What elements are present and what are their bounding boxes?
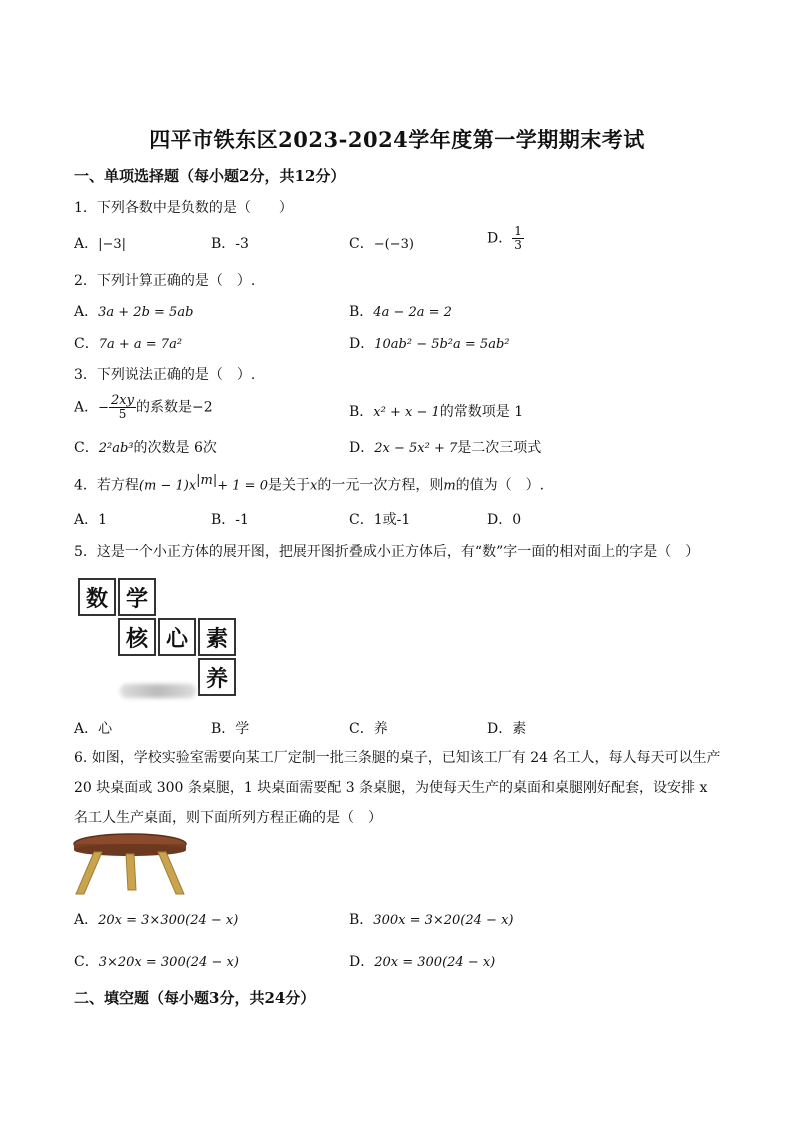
three-leg-table-figure xyxy=(72,832,188,898)
q4-option-a[interactable]: A．1 xyxy=(74,512,108,528)
cube-face-he: 核 xyxy=(118,618,156,656)
q5-option-d[interactable]: D．素 xyxy=(487,721,527,737)
table-leg-right xyxy=(158,852,184,894)
q4-option-c[interactable]: C．1或-1 xyxy=(349,512,411,528)
question-5: 5．这是一个小正方体的展开图，把展开图折叠成小正方体后，有“数”字一面的相对面上的字是（ ） xyxy=(74,544,700,560)
q6-option-d[interactable]: D．20x = 300(24 − x) xyxy=(349,954,496,970)
q3-option-d[interactable]: D．2x − 5x² + 7是二次三项式 xyxy=(349,440,542,456)
blurred-watermark xyxy=(120,684,196,698)
q1-option-b[interactable]: B．-3 xyxy=(211,236,249,252)
exam-title: 四平市铁东区2023-2024学年度第一学期期末考试 xyxy=(149,127,645,152)
q5-option-b[interactable]: B．学 xyxy=(211,721,250,737)
q6-option-c[interactable]: C．3×20x = 300(24 − x) xyxy=(74,954,239,970)
question-1: 1．下列各数中是负数的是（ ） xyxy=(74,200,293,216)
q3-option-b[interactable]: B．x² + x − 1的常数项是 1 xyxy=(349,404,524,420)
q5-option-a[interactable]: A．心 xyxy=(74,721,113,737)
question-6: 6. 如图，学校实验室需要向某工厂定制一批三条腿的桌子，已知该工厂有 24 名工人，每人每天可以生产 20 块桌面或 300 条桌腿，1 块桌面需要配 3 条桌腿，为使每天生产的桌面和桌腿刚好配套，设安排 x 名工人生产桌面，则下面所列方程正确的是（ ） xyxy=(74,750,721,826)
q2-option-a[interactable]: A．3a + 2b = 5ab xyxy=(74,304,194,320)
q6-option-a[interactable]: A．20x = 3×300(24 − x) xyxy=(74,912,239,928)
q1-option-a[interactable]: A．|−3| xyxy=(74,236,127,252)
cube-face-yang: 养 xyxy=(198,658,236,696)
q4-option-b[interactable]: B．-1 xyxy=(211,512,249,528)
q5-option-c[interactable]: C．养 xyxy=(349,721,388,737)
section-2-heading: 二、填空题（每小题3分，共24分） xyxy=(74,989,316,1007)
cube-face-shu: 数 xyxy=(78,578,116,616)
cube-face-xue: 学 xyxy=(118,578,156,616)
q2-option-b[interactable]: B．4a − 2a = 2 xyxy=(349,304,452,320)
cube-face-su: 素 xyxy=(198,618,236,656)
q2-option-d[interactable]: D．10ab² − 5b²a = 5ab² xyxy=(349,336,510,352)
cube-face-xin: 心 xyxy=(158,618,196,656)
section-1-heading: 一、单项选择题（每小题2分，共12分） xyxy=(74,167,346,185)
q4-option-d[interactable]: D．0 xyxy=(487,512,522,528)
question-2: 2．下列计算正确的是（ ）. xyxy=(74,273,256,289)
q3-option-c[interactable]: C．2²ab³的次数是 6次 xyxy=(74,440,217,456)
table-leg-middle xyxy=(126,854,136,890)
q6-option-b[interactable]: B．300x = 3×20(24 − x) xyxy=(349,912,514,928)
q1-option-d[interactable]: D． $\frac{1}{3}$ xyxy=(487,224,522,252)
question-4: 4．若方程$(m - 1)x^{|m|}+ 1 = 0$是关于x的一元一次方程，则m的值为（ ）. xyxy=(74,473,545,494)
q2-option-c[interactable]: C．7a + a = 7a² xyxy=(74,336,183,352)
table-leg-left xyxy=(76,852,102,894)
q3-option-a[interactable]: A．− $\frac{2xy}{5}$ 的系数是−2 xyxy=(74,393,213,421)
question-3: 3．下列说法正确的是（ ）. xyxy=(74,367,256,383)
q1-option-c[interactable]: C．−(−3) xyxy=(349,236,414,252)
